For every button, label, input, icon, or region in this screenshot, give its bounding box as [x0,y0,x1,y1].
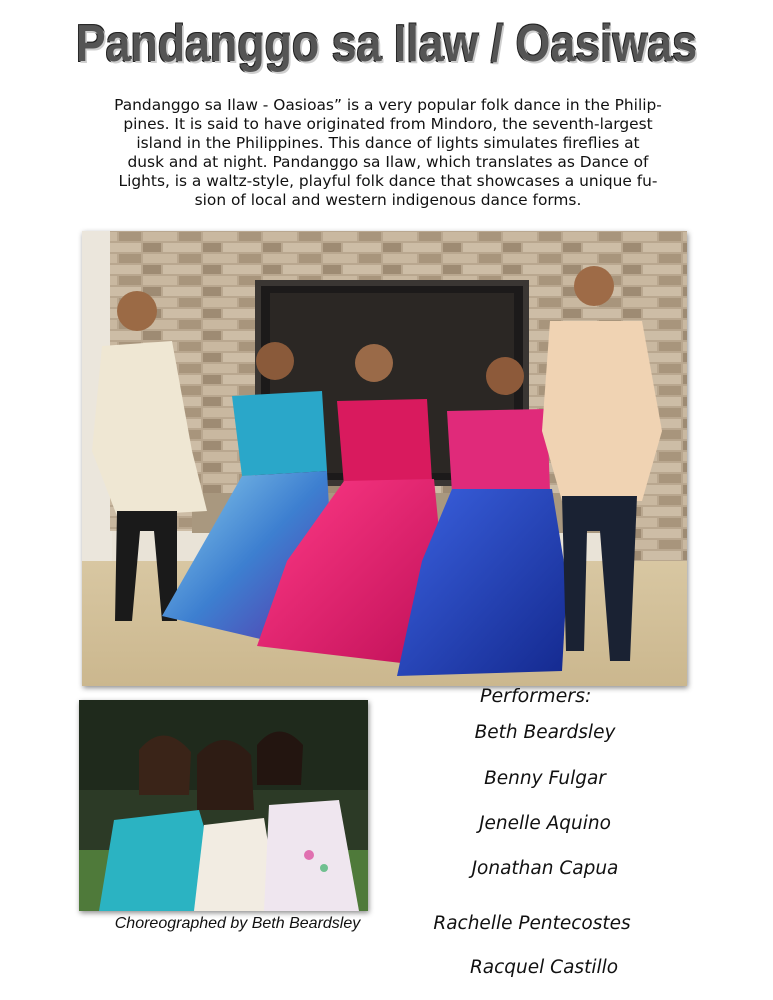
intro-line: Lights, is a waltz-style, playful folk dance that showcases a unique fu- [118,172,658,190]
performer-name: Jonathan Capua [471,858,619,879]
performer-name: Rachelle Pentecostes [433,913,631,934]
group-photo [82,231,687,686]
performer-name: Jenelle Aquino [479,813,611,834]
intro-line: dusk and at night. Pandanggo sa Ilaw, which translates as Dance of [127,153,649,171]
intro-line: pines. It is said to have originated from Mindoro, the seventh-largest [123,115,653,133]
performer-name: Benny Fulgar [484,768,606,789]
trio-photo [79,700,368,911]
intro-line: island in the Philippines. This dance of lights simulates fireflies at [136,134,640,152]
page-title: Pandanggo sa Ilaw / Oasiwas [75,15,698,73]
choreographer-caption: Choreographed by Beth Beardsley [114,915,361,932]
performer-name: Beth Beardsley [474,722,616,743]
performer-name: Racquel Castillo [469,957,619,978]
intro-line: Pandanggo sa Ilaw - Oasioas” is a very popular folk dance in the Philip- [114,96,662,114]
performers-heading: Performers: [480,685,592,707]
intro-paragraph [88,96,688,210]
intro-line: sion of local and western indigenous dance forms. [194,191,582,209]
